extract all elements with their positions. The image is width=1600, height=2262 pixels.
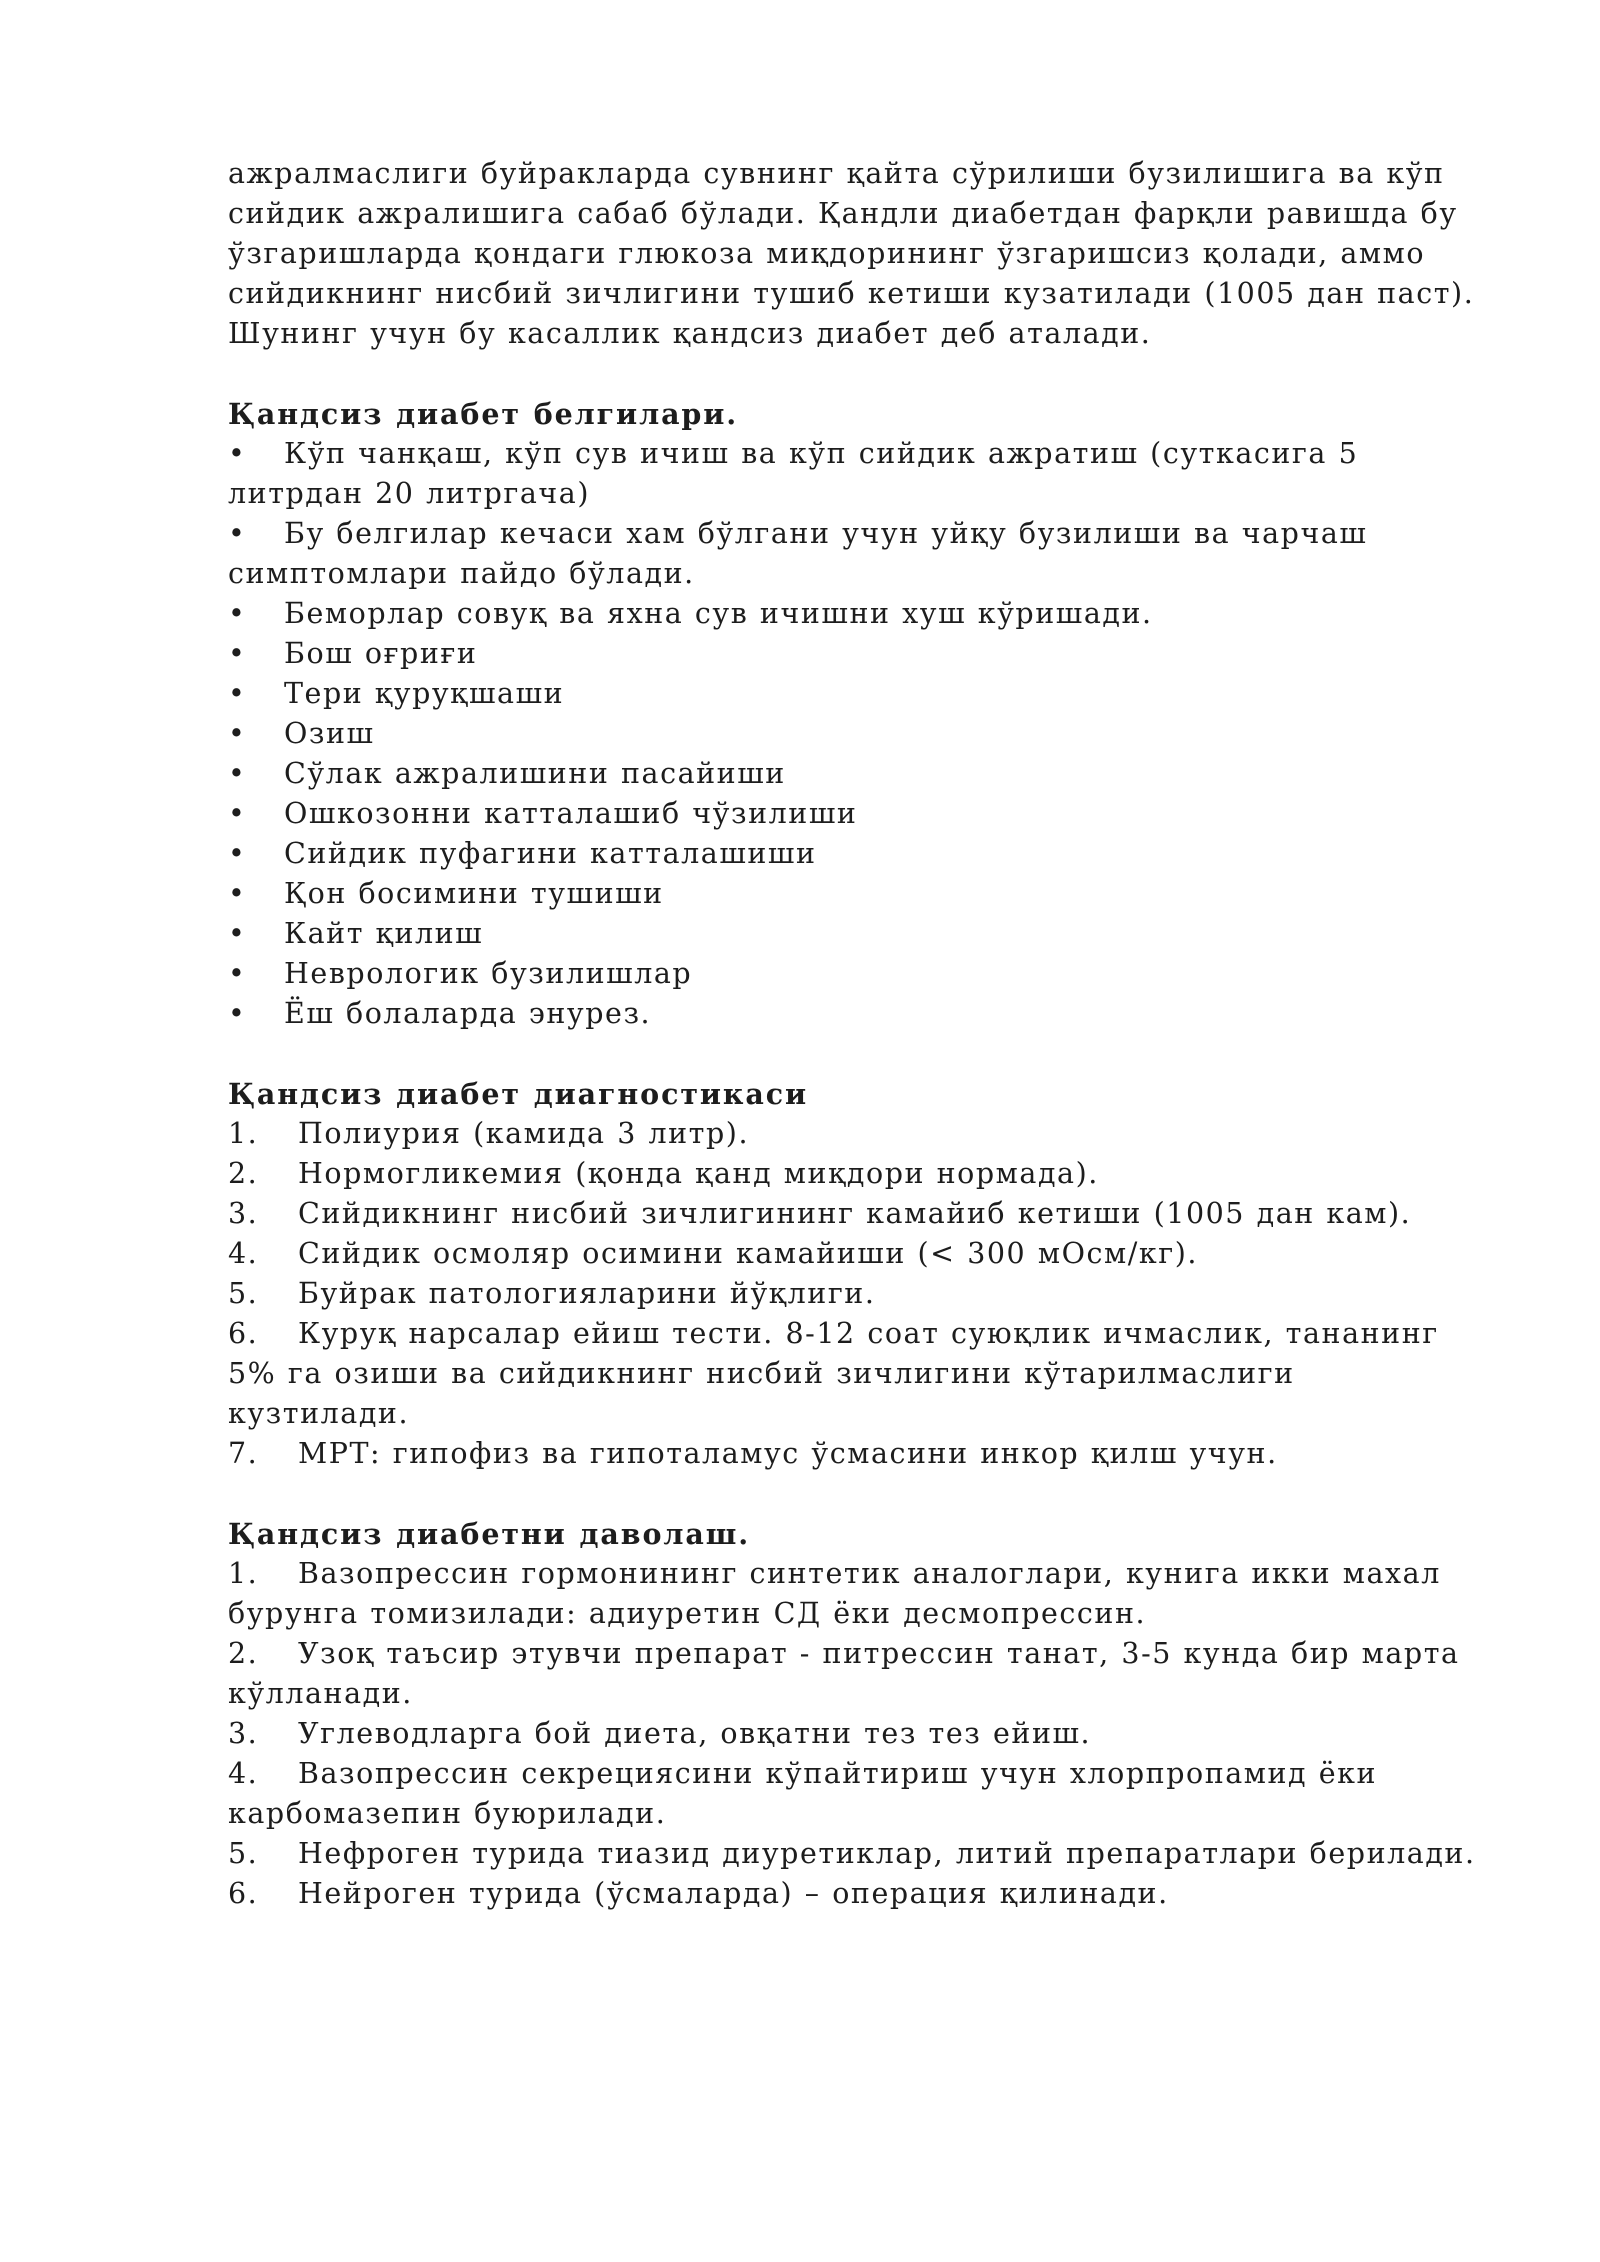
bullet-marker: • — [228, 437, 247, 470]
item-number: 3. — [228, 1717, 259, 1750]
symptom-item — [228, 874, 1478, 914]
treatment-item — [228, 1834, 1478, 1874]
treatment-heading: Қандсиз диабетни даволаш. — [228, 1517, 751, 1551]
diagnostic-text: Куруқ нарсалар ейиш тести. 8-12 соат суюқлик ичмаслик, тананинг 5% га озиши ва сийдикнинг нисбий зичлигини кўтарилмаслиги кузтилади. — [228, 1317, 1439, 1430]
symptom-text: Бу белгилар кечаси хам бўлгани учун уйқу бузилиши ва чарчаш симптомлари пайдо бўлади. — [228, 517, 1368, 590]
symptom-item — [228, 594, 1478, 634]
symptom-text: Тери қуруқшаши — [284, 677, 565, 710]
item-number: 7. — [228, 1437, 259, 1470]
symptom-item — [228, 834, 1478, 874]
item-number: 6. — [228, 1317, 259, 1350]
symptom-text: Сийдик пуфагини катталашиши — [284, 837, 817, 870]
symptom-item — [228, 434, 1478, 514]
symptom-item — [228, 714, 1478, 754]
symptoms-heading: Қандсиз диабет белгилари. — [228, 397, 739, 431]
symptom-item — [228, 514, 1478, 594]
item-number: 5. — [228, 1277, 259, 1310]
treatment-item — [228, 1634, 1478, 1714]
bullet-marker: • — [228, 957, 247, 990]
symptom-item — [228, 954, 1478, 994]
diagnostic-item — [228, 1114, 1478, 1154]
bullet-marker: • — [228, 917, 247, 950]
intro-paragraph: ажралмаслиги буйракларда сувнинг қайта сўрилиши бузилишига ва кўп сийдик ажралишига сабаб бўлади. Қандли диабетдан фарқли равишда бу ўзгаришларда қондаги глюкоза миқдорининг ўзгаришсиз қолади, аммо сийдикнинг нисбий зичлигини тушиб кетиши кузатилади (1005 дан паст). Шунинг учун бу касаллик қандсиз диабет деб аталади. — [228, 157, 1475, 350]
diagnostic-item — [228, 1154, 1478, 1194]
symptom-text: Қон босимини тушиши — [284, 877, 664, 910]
treatment-text: Вазопрессин секрециясини кўпайтириш учун хлорпропамид ёки карбомазепин буюрилади. — [228, 1757, 1378, 1830]
treatment-text: Нефроген турида тиазид диуретиклар, литий препаратлари берилади. — [298, 1837, 1476, 1870]
symptom-text: Сўлак ажралишини пасайиши — [284, 757, 786, 790]
item-number: 4. — [228, 1757, 259, 1790]
treatment-text: Узоқ таъсир этувчи препарат - питрессин танат, 3-5 кунда бир марта кўлланади. — [228, 1637, 1460, 1710]
bullet-marker: • — [228, 597, 247, 630]
bullet-marker: • — [228, 677, 247, 710]
bullet-marker: • — [228, 997, 247, 1030]
bullet-marker: • — [228, 637, 247, 670]
diagnostic-item — [228, 1194, 1478, 1234]
symptom-text: Озиш — [284, 717, 375, 750]
symptom-item — [228, 994, 1478, 1034]
diagnostic-item — [228, 1434, 1478, 1474]
bullet-marker: • — [228, 877, 247, 910]
symptom-text: Неврологик бузилишлар — [284, 957, 693, 990]
item-number: 1. — [228, 1557, 259, 1590]
symptoms-list — [228, 434, 1478, 1034]
bullet-marker: • — [228, 757, 247, 790]
treatment-text: Вазопрессин гормонининг синтетик аналоглари, кунига икки махал бурунга томизилади: адиуретин СД ёки десмопрессин. — [228, 1557, 1441, 1630]
bullet-marker: • — [228, 717, 247, 750]
symptom-text: Беморлар совуқ ва яхна сув ичишни хуш кўришади. — [284, 597, 1153, 630]
symptom-item — [228, 914, 1478, 954]
diagnostic-text: Нормогликемия (қонда қанд миқдори нормада). — [298, 1157, 1099, 1190]
treatment-item — [228, 1754, 1478, 1834]
diagnostic-text: МРТ: гипофиз ва гипоталамус ўсмасини инкор қилш учун. — [298, 1437, 1278, 1470]
treatment-text: Углеводларга бой диета, овқатни тез тез ейиш. — [298, 1717, 1092, 1750]
treatment-item — [228, 1554, 1478, 1634]
treatment-text: Нейроген турида (ўсмаларда) – операция қилинади. — [298, 1877, 1169, 1910]
bullet-marker: • — [228, 517, 247, 550]
diagnostic-text: Сийдик осмоляр осимини камайиши (< 300 мОсм/кг). — [298, 1237, 1198, 1270]
treatment-item — [228, 1714, 1478, 1754]
symptom-text: Кўп чанқаш, кўп сув ичиш ва кўп сийдик ажратиш (суткасига 5 литрдан 20 литргача) — [228, 437, 1359, 510]
symptom-item — [228, 794, 1478, 834]
item-number: 1. — [228, 1117, 259, 1150]
diagnostics-heading: Қандсиз диабет диагностикаси — [228, 1077, 809, 1111]
symptom-text: Ошкозонни катталашиб чўзилиши — [284, 797, 858, 830]
symptom-item — [228, 674, 1478, 714]
symptom-text: Ёш болаларда энурез. — [284, 997, 652, 1030]
treatment-item — [228, 1874, 1478, 1914]
diagnostic-text: Буйрак патологияларини йўқлиги. — [298, 1277, 876, 1310]
diagnostics-list — [228, 1114, 1478, 1474]
document-page — [228, 154, 1478, 1914]
diagnostic-item — [228, 1274, 1478, 1314]
item-number: 2. — [228, 1157, 259, 1190]
diagnostic-item — [228, 1234, 1478, 1274]
diagnostic-text: Сийдикнинг нисбий зичлигининг камайиб кетиши (1005 дан кам). — [298, 1197, 1412, 1230]
symptom-item — [228, 754, 1478, 794]
symptom-text: Кайт қилиш — [284, 917, 484, 950]
item-number: 4. — [228, 1237, 259, 1270]
treatment-list — [228, 1554, 1478, 1914]
diagnostic-item — [228, 1314, 1478, 1434]
item-number: 5. — [228, 1837, 259, 1870]
symptom-text: Бош оғриғи — [284, 637, 478, 670]
diagnostic-text: Полиурия (камида 3 литр). — [298, 1117, 750, 1150]
bullet-marker: • — [228, 837, 247, 870]
symptom-item — [228, 634, 1478, 674]
item-number: 2. — [228, 1637, 259, 1670]
item-number: 3. — [228, 1197, 259, 1230]
item-number: 6. — [228, 1877, 259, 1910]
bullet-marker: • — [228, 797, 247, 830]
